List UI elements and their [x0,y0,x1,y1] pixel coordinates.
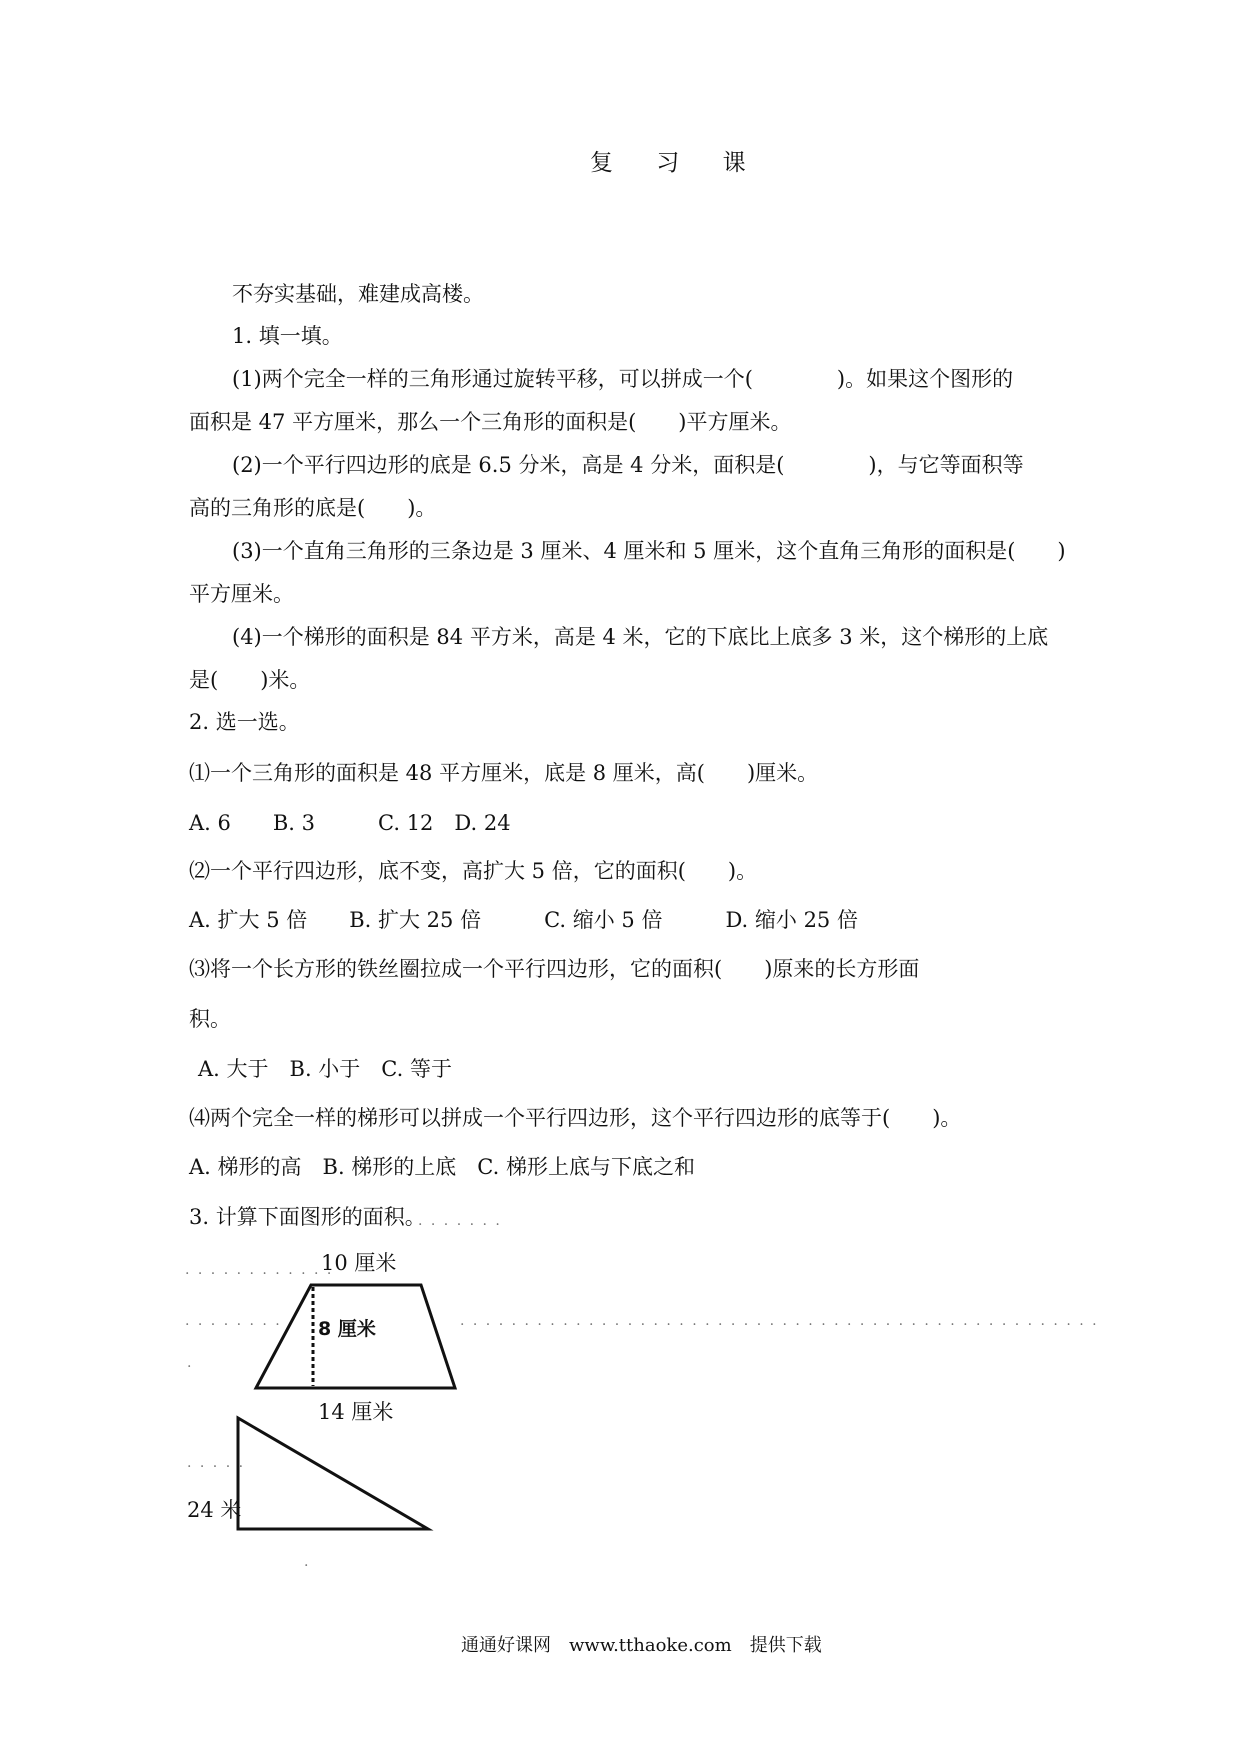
s2-q2-options: A. 扩大 5 倍 B. 扩大 25 倍 C. 缩小 5 倍 D. 缩小 25 倍 [189,908,858,932]
right-triangle-shape [238,1418,428,1529]
s2-q4-options: A. 梯形的高 B. 梯形的上底 C. 梯形上底与下底之和 [189,1155,695,1179]
s2-q1-options: A. 6 B. 3 C. 12 D. 24 [189,811,511,835]
dot-leader: . [304,1554,311,1570]
s1-q2-line1: (2)一个平行四边形的底是 6.5 分米，高是 4 分米，面积是( )，与它等面积等 [232,453,1024,477]
dot-leader: . . . . . . . . . . . . [185,1262,334,1278]
s1-q3-line2: 平方厘米。 [189,582,294,606]
trapezoid-figure [256,1285,455,1388]
s2-q3-options: A. 大于 B. 小于 C. 等于 [198,1057,452,1081]
dot-leader: . . . . . . . [418,1213,502,1229]
motto: 不夯实基础，难建成高楼。 [232,282,484,306]
trapezoid-top-label: 10 厘米 [321,1251,397,1275]
section3-heading: 3. 计算下面图形的面积。 [189,1205,426,1229]
s2-q2: ⑵一个平行四边形，底不变，高扩大 5 倍，它的面积( )。 [189,859,758,883]
dot-leader: . . . . . [187,1455,246,1471]
dot-leader: . . . . . . . . . . . . . . . . . . . . . . . . . . . . . . . . . . . . . . . . . . . . . . . . . . [460,1313,1099,1329]
s2-q3-line1: ⑶将一个长方形的铁丝圈拉成一个平行四边形，它的面积( )原来的长方形面 [189,957,920,981]
trapezoid-shape [256,1285,455,1388]
s2-q4: ⑷两个完全一样的梯形可以拼成一个平行四边形，这个平行四边形的底等于( )。 [189,1106,962,1130]
page-title: 复 习 课 [590,150,764,176]
s2-q3-line2: 积。 [189,1007,231,1031]
dot-leader: . [187,1355,194,1371]
right-triangle-figure [238,1418,428,1529]
footer-credit: 通通好课网 www.tthaoke.com 提供下载 [461,1635,822,1656]
section1-heading: 1. 填一填。 [232,324,343,348]
s1-q4-line1: (4)一个梯形的面积是 84 平方米，高是 4 米，它的下底比上底多 3 米，这个梯形的上底 [232,625,1049,649]
s1-q2-line2: 高的三角形的底是( )。 [189,496,437,520]
triangle-side-label: 24 米 [187,1498,242,1522]
trapezoid-bottom-label: 14 厘米 [318,1400,394,1424]
s2-q1: ⑴一个三角形的面积是 48 平方厘米，底是 8 厘米，高( )厘米。 [189,761,819,785]
s1-q4-line2: 是( )米。 [189,668,311,692]
section2-heading: 2. 选一选。 [189,710,300,734]
s1-q1-line2: 面积是 47 平方厘米，那么一个三角形的面积是( )平方厘米。 [189,410,792,434]
s1-q3-line1: (3)一个直角三角形的三条边是 3 厘米、4 厘米和 5 厘米，这个直角三角形的面积是( ) [232,539,1066,563]
dot-leader: . . . . . . . . . [185,1313,295,1329]
s1-q1-line1: (1)两个完全一样的三角形通过旋转平移，可以拼成一个( )。如果这个图形的 [232,367,1014,391]
trapezoid-height-label: 8 厘米 [318,1318,376,1340]
